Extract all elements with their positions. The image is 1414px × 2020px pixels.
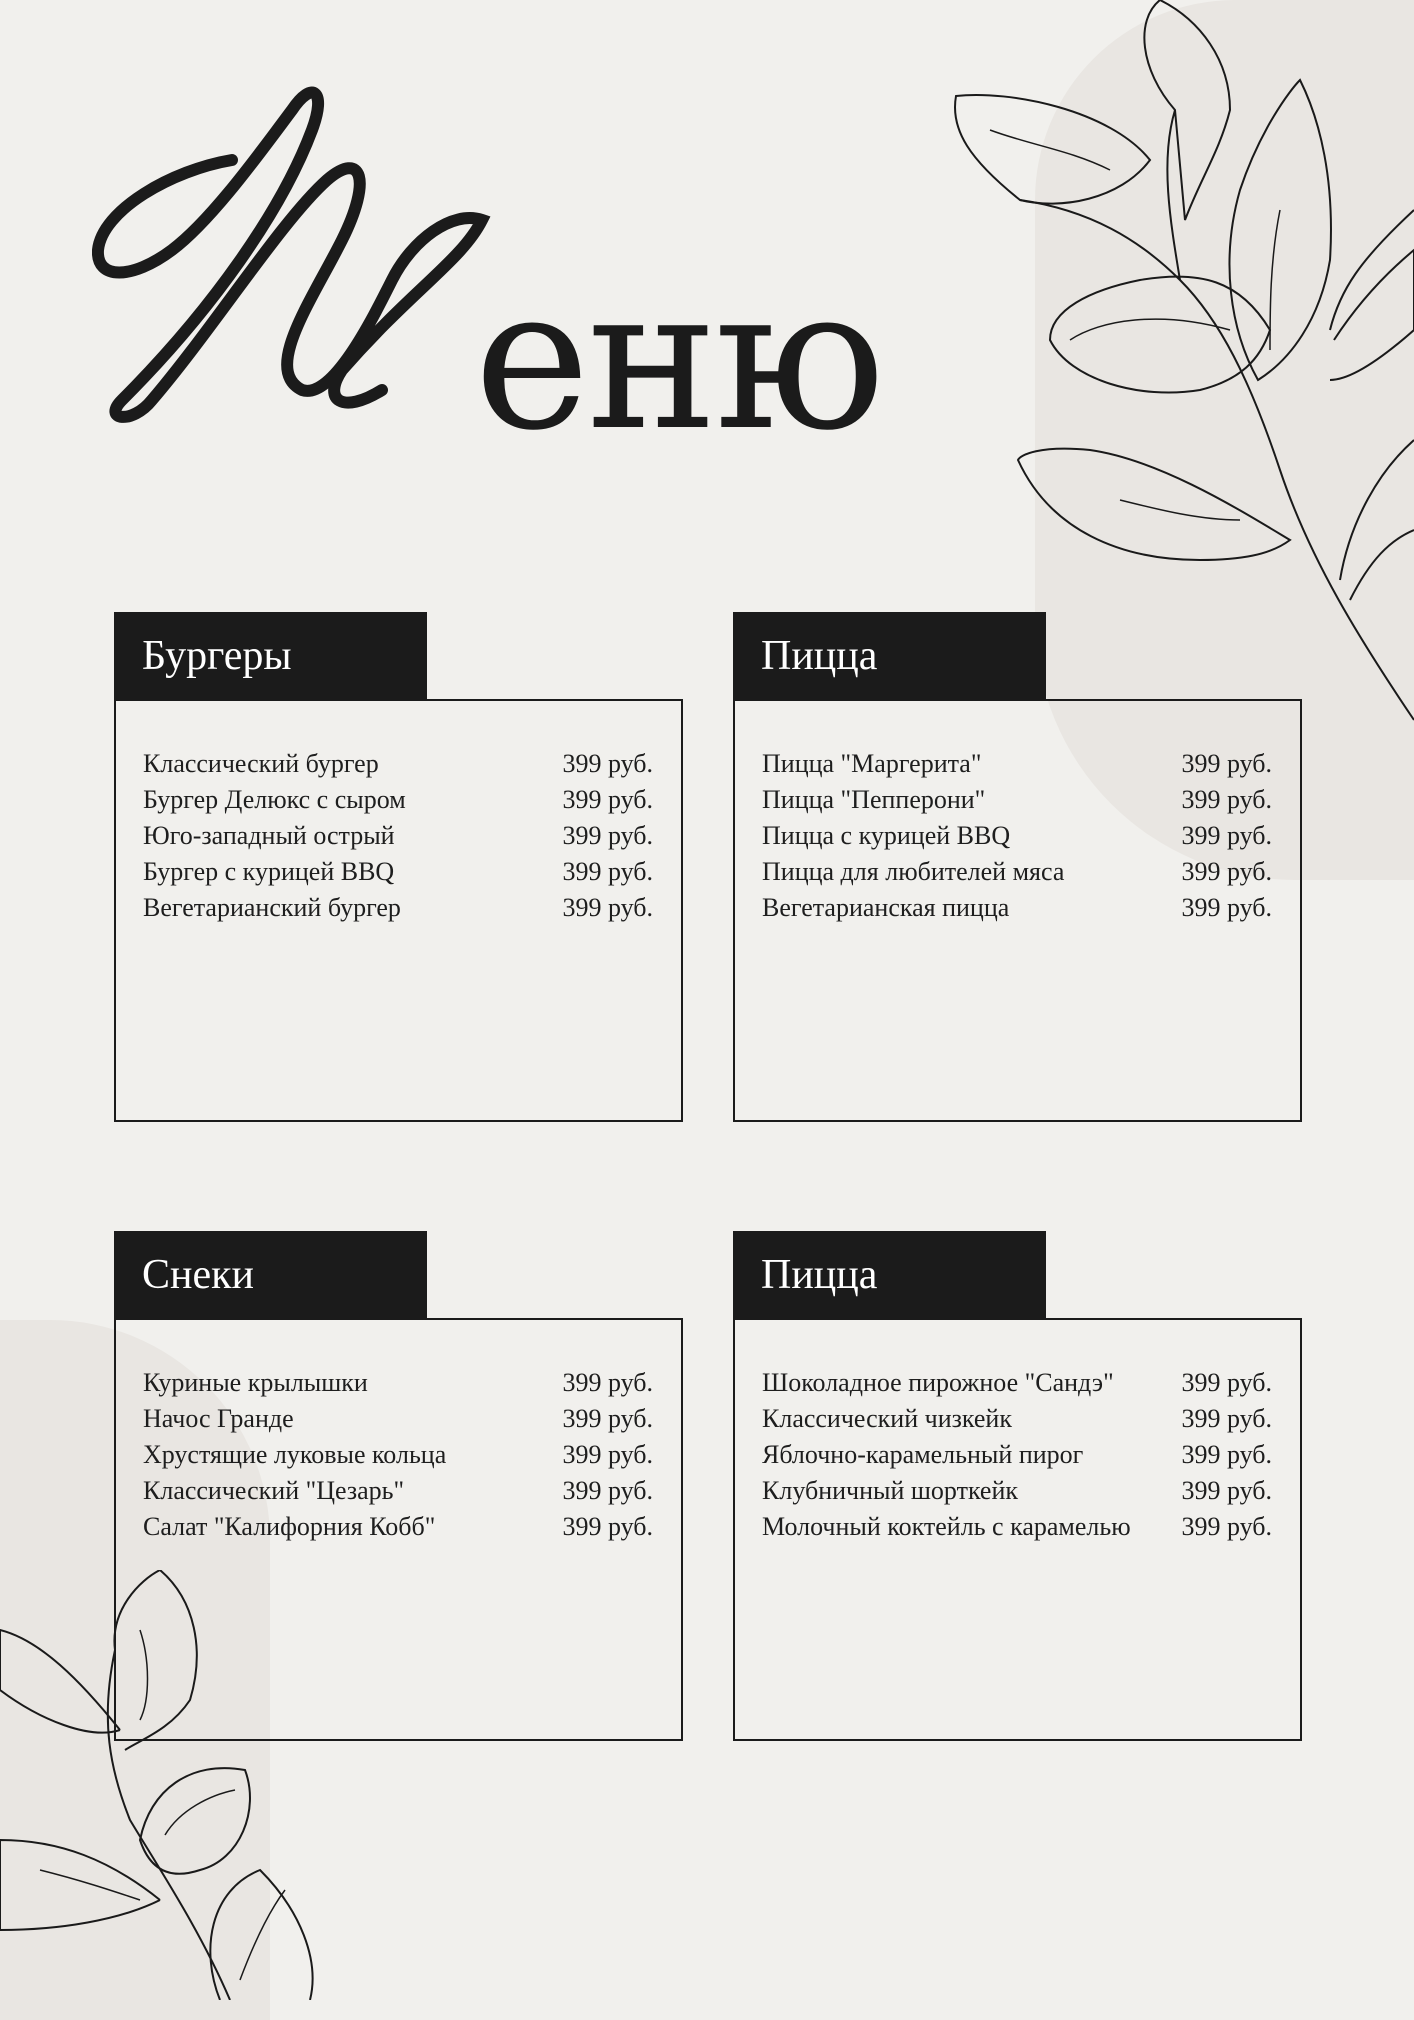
item-price: 399 руб. (1181, 1476, 1272, 1505)
item-price: 399 руб. (562, 893, 653, 922)
menu-item (143, 890, 653, 926)
section-box (114, 1318, 683, 1741)
menu-item (762, 890, 1272, 926)
item-name: Пицца с курицей BBQ (762, 821, 1011, 850)
item-name: Классический бургер (143, 749, 379, 778)
item-name: Классический "Цезарь" (143, 1476, 405, 1505)
item-price: 399 руб. (562, 1404, 653, 1433)
menu-list (143, 1365, 653, 1545)
section-heading: Пицца (733, 1231, 1046, 1319)
item-price: 399 руб. (562, 1512, 653, 1541)
menu-item (762, 746, 1272, 782)
item-name: Бургер с курицей BBQ (143, 857, 395, 886)
section-box (114, 699, 683, 1122)
item-price: 399 руб. (562, 785, 653, 814)
title-text: еню (474, 246, 883, 474)
menu-item (143, 1509, 653, 1545)
menu-item (143, 1401, 653, 1437)
item-price: 399 руб. (1181, 1440, 1272, 1469)
menu-list (762, 746, 1272, 926)
item-name: Бургер Делюкс с сыром (143, 785, 406, 814)
page-title (92, 70, 922, 474)
item-name: Куриные крылышки (143, 1368, 368, 1397)
menu-item (143, 1473, 653, 1509)
menu-item (762, 1473, 1272, 1509)
menu-item (762, 782, 1272, 818)
item-name: Клубничный шорткейк (762, 1476, 1019, 1505)
item-price: 399 руб. (562, 749, 653, 778)
menu-item (143, 854, 653, 890)
item-price: 399 руб. (1181, 785, 1272, 814)
item-name: Юго-западный острый (143, 821, 395, 850)
section-box (733, 1318, 1302, 1741)
item-name: Вегетарианская пицца (762, 893, 1010, 922)
menu-item (143, 1437, 653, 1473)
item-name: Начос Гранде (143, 1404, 294, 1433)
item-name: Пицца "Маргерита" (762, 749, 982, 778)
item-price: 399 руб. (1181, 893, 1272, 922)
menu-item (143, 782, 653, 818)
menu-list (143, 746, 653, 926)
section-heading: Бургеры (114, 612, 427, 700)
item-price: 399 руб. (562, 1476, 653, 1505)
menu-item (762, 1365, 1272, 1401)
item-price: 399 руб. (1181, 1368, 1272, 1397)
item-name: Хрустящие луковые кольца (143, 1440, 447, 1469)
item-price: 399 руб. (1181, 857, 1272, 886)
menu-item (143, 746, 653, 782)
item-price: 399 руб. (1181, 1512, 1272, 1541)
item-price: 399 руб. (1181, 749, 1272, 778)
item-price: 399 руб. (1181, 1404, 1272, 1433)
menu-item (762, 1401, 1272, 1437)
section-box (733, 699, 1302, 1122)
title-script-letter (92, 70, 522, 430)
item-name: Шоколадное пирожное "Сандэ" (762, 1368, 1114, 1397)
item-price: 399 руб. (562, 821, 653, 850)
item-name: Пицца для любителей мяса (762, 857, 1065, 886)
item-price: 399 руб. (562, 1440, 653, 1469)
item-price: 399 руб. (562, 1368, 653, 1397)
menu-item (143, 1365, 653, 1401)
menu-item (762, 1509, 1272, 1545)
section-heading: Пицца (733, 612, 1046, 700)
section-heading: Снеки (114, 1231, 427, 1319)
menu-list (762, 1365, 1272, 1545)
menu-item (762, 1437, 1272, 1473)
item-name: Яблочно-карамельный пирог (762, 1440, 1084, 1469)
menu-item (762, 854, 1272, 890)
menu-item (143, 818, 653, 854)
menu-item (762, 818, 1272, 854)
item-price: 399 руб. (562, 857, 653, 886)
item-name: Классический чизкейк (762, 1404, 1012, 1433)
item-name: Салат "Калифорния Кобб" (143, 1512, 436, 1541)
item-name: Вегетарианский бургер (143, 893, 401, 922)
item-name: Молочный коктейль с карамелью (762, 1512, 1131, 1541)
item-price: 399 руб. (1181, 821, 1272, 850)
item-name: Пицца "Пепперони" (762, 785, 986, 814)
